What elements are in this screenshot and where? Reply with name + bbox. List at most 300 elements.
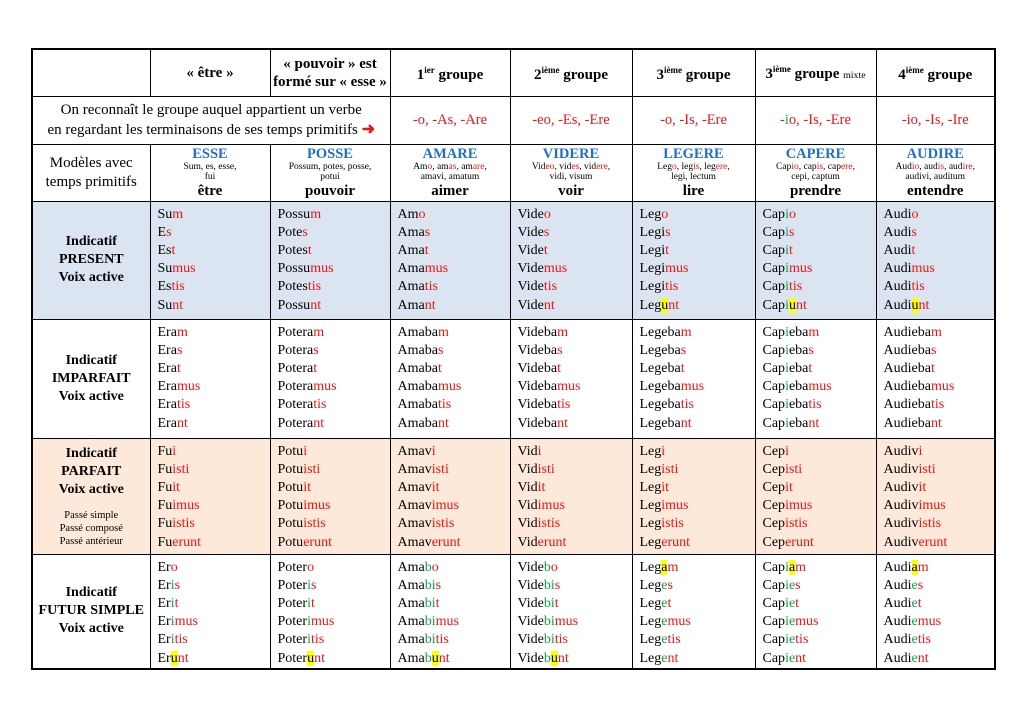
text-segment: ie (785, 595, 796, 611)
verb-form (158, 297, 268, 315)
verb-form (398, 595, 508, 613)
text-segment: t (795, 595, 800, 611)
text-segment: i (785, 242, 789, 258)
text-segment: imus (661, 498, 689, 514)
verb-form (640, 324, 753, 342)
text-segment: Potera (277, 342, 314, 358)
models-label (32, 144, 150, 201)
text-segment: tis (917, 632, 931, 648)
text-segment: i (303, 443, 308, 459)
text-segment: u (788, 297, 796, 313)
text-segment: tis (554, 632, 568, 648)
text-segment: t (437, 360, 442, 376)
text-segment: , am (432, 161, 449, 172)
verb-form (518, 479, 630, 497)
endings-groupe-4 (876, 96, 995, 144)
text-segment: Poter (277, 559, 308, 575)
verb-form (877, 172, 995, 183)
text-segment: b (424, 559, 432, 575)
text-segment: bi (543, 595, 555, 611)
tense-label-present (32, 201, 150, 319)
model-name: AMARE (422, 145, 478, 162)
text-segment: t (307, 242, 312, 258)
verb-form (518, 631, 630, 649)
text-segment: u (911, 297, 919, 313)
verb-form (271, 172, 390, 183)
verb-form (763, 206, 874, 224)
text-segment: Cap (762, 206, 786, 222)
text-segment: Cap (762, 650, 786, 666)
text-segment: s (424, 224, 431, 240)
text-segment: m (437, 324, 449, 340)
text-segment: e (911, 650, 918, 666)
text-segment: Legeba (639, 379, 681, 395)
verb-form (398, 559, 508, 577)
verb-form (884, 396, 993, 414)
text-segment: cepi, captum (791, 172, 840, 182)
text-segment: erunt (303, 534, 332, 550)
model-principal-parts (756, 162, 876, 183)
text-segment: imus (537, 498, 565, 514)
endings-groupe-2 (510, 96, 632, 144)
verb-form (640, 378, 753, 396)
verb-form (158, 360, 268, 378)
verb-form (398, 497, 508, 515)
text-segment: bi (424, 577, 436, 593)
conjugation-parfait-audire (876, 438, 995, 554)
text-segment: mus (435, 614, 459, 630)
text-segment: Leg (657, 161, 672, 172)
text-segment: , (484, 161, 487, 172)
verb-form (278, 650, 388, 668)
text-segment: Amaba (397, 415, 438, 431)
text-segment: mus (424, 261, 449, 277)
text-segment: Audiv (883, 516, 919, 532)
text-segment: , cap (798, 161, 817, 172)
text-segment: s (554, 577, 561, 593)
text-segment: ième (664, 65, 682, 76)
verb-form (518, 297, 630, 315)
model-translation: être (197, 182, 223, 199)
text-segment: -io, -Is, -Ire (901, 111, 969, 128)
text-segment: s (313, 342, 319, 358)
model-principal-parts (633, 162, 755, 183)
conjugation-imparfait-posse (270, 319, 390, 438)
verb-form (398, 613, 508, 631)
text-segment: isti (785, 461, 803, 477)
text-segment: Pote (277, 224, 303, 240)
text-segment: is (693, 161, 700, 172)
tense-label-parfait (32, 438, 150, 554)
verb-form (398, 297, 508, 315)
text-segment: groupe (434, 67, 484, 84)
text-segment: mus (554, 614, 579, 630)
text-segment: Audieba (883, 324, 931, 340)
text-segment: fui (204, 172, 216, 182)
text-segment: tis (307, 279, 322, 295)
text-segment: nt (176, 415, 188, 431)
text-segment: , (972, 161, 975, 172)
verb-form (518, 206, 630, 224)
verb-form (158, 559, 268, 577)
text-segment: nt (424, 297, 436, 313)
verb-form (763, 224, 874, 242)
text-segment: t (667, 595, 672, 611)
text-segment: t (680, 360, 685, 376)
verb-form (158, 650, 268, 668)
text-segment: Leg (639, 559, 662, 575)
text-segment: m (808, 324, 820, 340)
model-principal-parts (391, 162, 510, 183)
verb-form (884, 577, 993, 595)
text-segment: Videba (517, 342, 558, 358)
verb-form (763, 242, 874, 260)
text-segment: tis (313, 397, 327, 413)
text-segment: Potera (277, 379, 314, 395)
text-segment: u (550, 650, 558, 666)
tense-label-lines (33, 445, 150, 499)
verb-form (763, 260, 874, 278)
verb-form (158, 260, 268, 278)
text-segment: ere (840, 161, 853, 172)
text-line: formé sur « esse » (273, 73, 387, 90)
text-segment: Leg (639, 461, 662, 477)
text-segment: s (176, 342, 183, 358)
text-segment: E (157, 224, 167, 240)
text-segment: Sum, es, esse, (183, 161, 237, 172)
text-segment: tis (435, 632, 449, 648)
text-segment: isti (431, 461, 449, 477)
text-segment: s (166, 224, 172, 240)
text-line: Passé composé (59, 522, 123, 534)
text-segment: groupe (790, 66, 844, 83)
text-segment: Fu (157, 516, 173, 532)
text-segment: Am (413, 161, 428, 172)
verb-form (398, 278, 508, 296)
text-segment: t (557, 360, 561, 376)
text-segment: Su (157, 206, 173, 222)
verb-form (884, 278, 993, 296)
text-line: PARFAIT (61, 463, 122, 479)
text-segment: Er (157, 577, 171, 593)
verb-form (756, 172, 876, 183)
verb-form (884, 443, 993, 461)
text-segment: nt (808, 415, 820, 431)
text-segment: s (543, 224, 550, 240)
text-segment: nt (314, 650, 325, 666)
text-segment: Potes (277, 242, 308, 258)
verb-form (877, 162, 995, 173)
header-row (32, 49, 995, 96)
text-segment: o (427, 161, 433, 172)
text-segment: tis (808, 397, 822, 413)
verb-form (278, 324, 388, 342)
model-posse (270, 144, 390, 201)
verb-form (640, 631, 753, 649)
text-segment: ere (596, 161, 608, 172)
text-segment: i (170, 577, 175, 593)
verb-form (518, 515, 630, 533)
text-segment: it (785, 479, 793, 495)
text-segment: e (911, 632, 918, 648)
verb-form (278, 595, 388, 613)
text-segment: u (170, 650, 178, 666)
text-segment: Amav (397, 443, 432, 459)
text-segment: Leg (639, 498, 662, 514)
text-segment: i (785, 261, 789, 277)
text-segment: Audiv (883, 461, 919, 477)
text-segment: Audieba (883, 415, 931, 431)
verb-form (763, 479, 874, 497)
text-segment: Amaba (397, 397, 438, 413)
verb-form (518, 497, 630, 515)
text-segment: Possu (277, 297, 311, 313)
text-segment: Amaba (397, 324, 438, 340)
text-segment: Legi (639, 224, 666, 240)
verb-form (884, 479, 993, 497)
verb-form (633, 162, 755, 173)
text-segment: nt (313, 415, 325, 431)
text-segment: Cap (762, 360, 786, 376)
arrow-icon: ➜ (361, 121, 375, 138)
verb-form (518, 559, 630, 577)
text-segment: Er (157, 632, 171, 648)
text-segment: eba (788, 415, 809, 431)
text-segment: e (661, 595, 668, 611)
verb-form (398, 396, 508, 414)
text-segment: Vid (517, 498, 538, 514)
text-segment: isti (661, 461, 679, 477)
text-segment: Cap (762, 415, 786, 431)
verb-form (278, 461, 388, 479)
text-segment: t (911, 242, 916, 258)
text-segment: Videba (517, 415, 558, 431)
text-segment: Cep (762, 516, 786, 532)
text-segment: i (661, 443, 666, 459)
text-segment: m (176, 324, 188, 340)
column-header-groupe-2 (510, 49, 632, 96)
verb-form (278, 224, 388, 242)
text-segment: Audi (883, 242, 912, 258)
verb-form (763, 497, 874, 515)
conjugation-present-legere (632, 201, 755, 319)
text-segment: Ama (397, 577, 425, 593)
verb-form (151, 162, 270, 173)
verb-form (518, 396, 630, 414)
text-segment: Leg (639, 534, 662, 550)
text-segment: nt (177, 650, 189, 666)
text-segment: s (435, 577, 442, 593)
text-segment: Audi (883, 650, 912, 666)
text-segment: Amaba (397, 360, 438, 376)
text-segment: b (424, 650, 432, 666)
text-segment: t (665, 242, 670, 258)
text-segment: t (171, 242, 176, 258)
verb-form (158, 577, 268, 595)
text-segment: eba (788, 324, 809, 340)
text-segment: b (543, 650, 551, 666)
text-segment: m (680, 324, 692, 340)
text-segment: mus (176, 379, 201, 395)
text-segment: o (307, 559, 315, 575)
text-segment: bi (543, 577, 555, 593)
text-segment: Vide (517, 279, 544, 295)
text-segment: imus (785, 498, 813, 514)
verb-form (640, 396, 753, 414)
text-segment: s (808, 342, 814, 358)
text-segment: it (431, 479, 440, 495)
text-line: Indicatif (65, 445, 117, 461)
text-segment: isti (537, 461, 555, 477)
text-segment: Leg (639, 595, 662, 611)
text-segment: tis (911, 279, 925, 295)
verb-form (398, 479, 508, 497)
text-line: Voix active (58, 388, 124, 404)
text-segment: Ama (397, 279, 425, 295)
text-segment: Era (157, 397, 177, 413)
text-segment: amavi, amatum (420, 172, 480, 182)
column-header-groupe-3 (632, 49, 755, 96)
text-segment: s (911, 224, 917, 240)
verb-form (640, 360, 753, 378)
text-segment: o (671, 161, 677, 172)
text-segment: Potera (277, 324, 314, 340)
verb-form (398, 631, 508, 649)
text-segment: Aud (895, 161, 912, 172)
text-segment: , am (456, 161, 473, 172)
text-segment: -eo, -Es, -Ere (532, 111, 610, 128)
verb-form (398, 650, 508, 668)
text-segment: Cap (762, 342, 786, 358)
text-segment: Audi (883, 559, 912, 575)
verb-form (158, 595, 268, 613)
text-segment: bi (424, 632, 436, 648)
conjugation-futur-esse (150, 554, 270, 669)
text-segment: Audiv (883, 498, 919, 514)
text-segment: ie (785, 632, 796, 648)
models-row (32, 144, 995, 201)
text-segment: bi (543, 632, 555, 648)
text-line: FUTUR SIMPLE (38, 603, 144, 619)
model-legere (632, 144, 755, 201)
verb-form (518, 242, 630, 260)
text-segment: i (170, 595, 175, 611)
text-segment: Potes (277, 279, 308, 295)
text-segment: Vid (517, 461, 538, 477)
model-name: LEGERE (663, 145, 724, 162)
text-segment: , cap (823, 161, 841, 172)
text-segment: tis (667, 632, 681, 648)
verb-form (763, 613, 874, 631)
text-segment: Audi (883, 297, 912, 313)
conjugation-parfait-amare (390, 438, 510, 554)
text-segment: mus (665, 261, 689, 277)
text-segment: i (537, 443, 542, 459)
text-segment: Vide (517, 632, 544, 648)
text-segment: u (431, 650, 439, 666)
text-segment: tis (176, 397, 191, 413)
text-segment: Cap (762, 279, 786, 295)
text-segment: Vid (517, 479, 538, 495)
text-segment: m (313, 324, 325, 340)
text-segment: i (172, 443, 177, 459)
text-segment: Ama (397, 224, 425, 240)
text-segment: Amav (397, 516, 432, 532)
text-segment: is (937, 161, 945, 172)
text-segment: mus (310, 261, 334, 277)
verb-form (158, 396, 268, 414)
text-line: Passé simple (64, 509, 119, 521)
column-header-groupe-1 (390, 49, 510, 96)
verb-form (151, 172, 270, 183)
text-segment: i (307, 577, 311, 593)
text-segment: Amav (397, 479, 432, 495)
text-segment: mus (680, 379, 705, 395)
verb-form (278, 443, 388, 461)
verb-form (518, 378, 630, 396)
conjugation-imparfait-esse (150, 319, 270, 438)
verb-form (158, 479, 268, 497)
verb-form (884, 260, 993, 278)
verb-form (763, 631, 874, 649)
text-segment: erunt (431, 534, 461, 550)
text-segment: Cap (762, 261, 786, 277)
conjugation-imparfait-legere (632, 319, 755, 438)
text-segment: Audiv (883, 479, 919, 495)
text-segment: e (911, 577, 918, 593)
text-segment: Es (157, 242, 172, 258)
text-segment: nt (543, 297, 555, 313)
verb-form (884, 360, 993, 378)
verb-form (763, 559, 874, 577)
text-line: Passé antérieur (59, 535, 123, 547)
text-segment: tis (795, 632, 809, 648)
text-segment: i (785, 206, 789, 222)
text-segment: Fu (157, 534, 173, 550)
text-segment: Possu (277, 261, 311, 277)
verb-form (884, 206, 993, 224)
text-segment: Legeba (639, 342, 681, 358)
text-line: « pouvoir » est (283, 55, 377, 72)
text-segment: Vid (517, 443, 538, 459)
text-segment: i (918, 443, 923, 459)
text-segment: Fu (157, 443, 173, 459)
text-segment: Ama (397, 614, 425, 630)
verb-form (763, 443, 874, 461)
text-segment: nt (667, 650, 679, 666)
verb-form (884, 650, 993, 668)
text-segment: Er (157, 559, 171, 575)
text-segment: i (785, 360, 789, 376)
text-segment: ième (905, 65, 924, 76)
recognition-line-2 (33, 120, 390, 140)
verb-form (640, 278, 753, 296)
model-name: POSSE (307, 145, 353, 162)
verb-form (398, 577, 508, 595)
verb-form (884, 595, 993, 613)
text-segment: s (174, 577, 181, 593)
verb-form (884, 342, 993, 360)
verb-form (278, 396, 388, 414)
verb-form (640, 297, 753, 315)
model-principal-parts (151, 162, 270, 183)
verb-form (518, 443, 630, 461)
text-segment: as (448, 161, 457, 172)
text-segment: ire (962, 161, 973, 172)
verb-form (518, 260, 630, 278)
model-amare (390, 144, 510, 201)
verb-form (278, 534, 388, 552)
